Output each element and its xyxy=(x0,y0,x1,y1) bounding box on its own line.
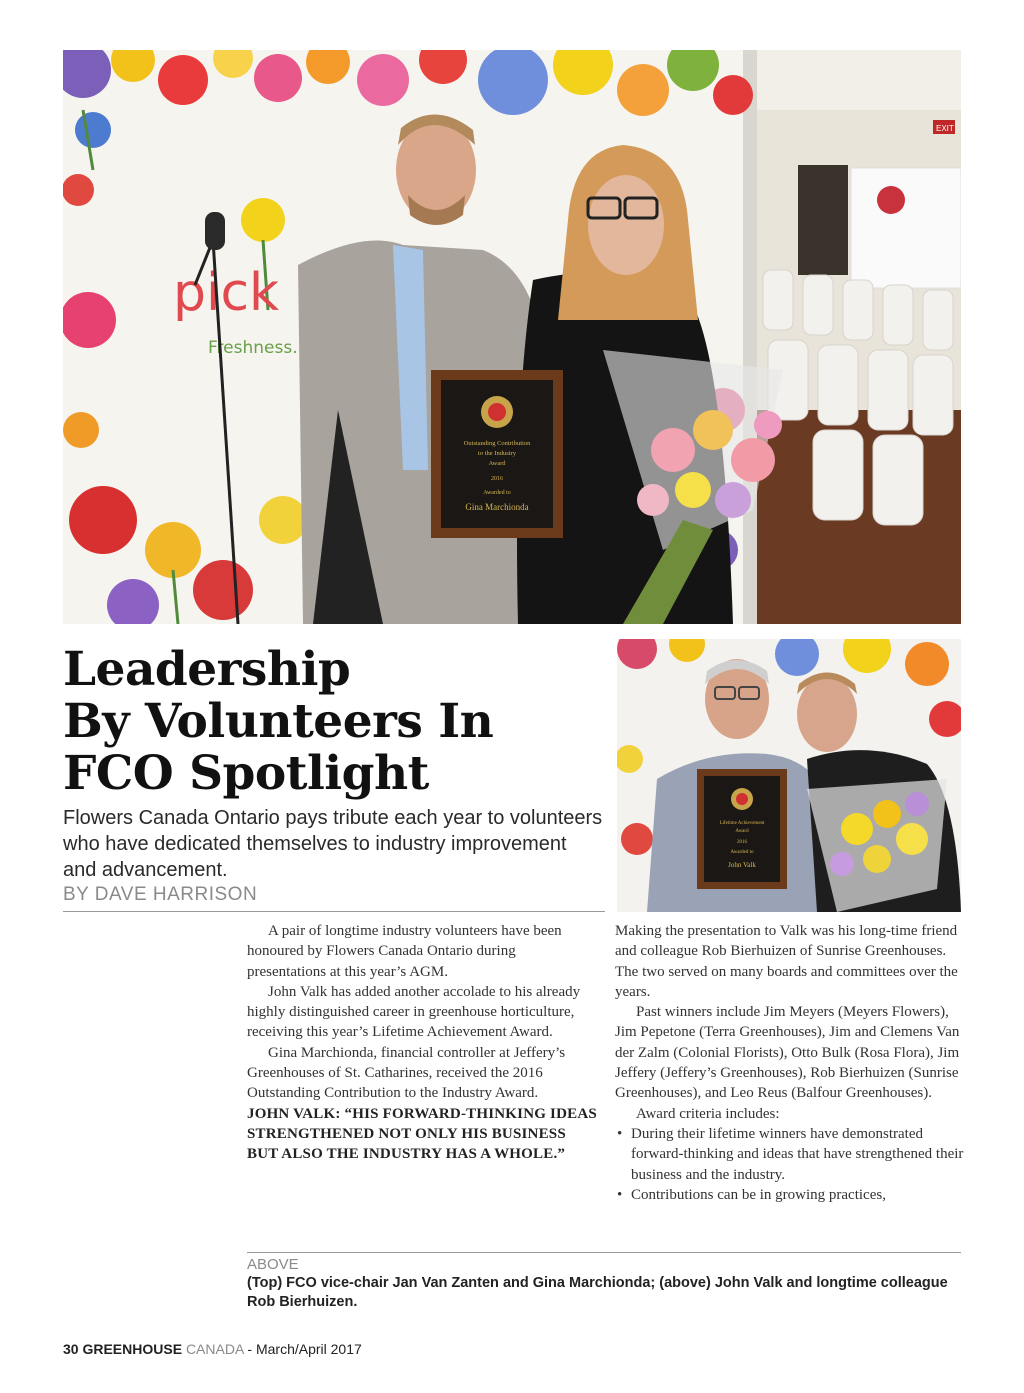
body-column-right xyxy=(615,921,965,1205)
svg-text:Award: Award xyxy=(735,829,749,834)
list-item: • During their lifetime winners have demonstrated forward-thinking and ideas that have strengthened their business and the industry. xyxy=(615,1124,965,1185)
issue-date: - March/April 2017 xyxy=(243,1341,362,1357)
svg-text:to the Industry: to the Industry xyxy=(478,450,516,457)
small-plaque-year: 2016 xyxy=(737,840,747,845)
top-photo xyxy=(63,50,961,624)
page-number: 30 xyxy=(63,1341,79,1357)
caption-text: (Top) FCO vice-chair Jan Van Zanten and Gina Marchionda; (above) John Valk and longtime colleague Rob Bierhuizen. xyxy=(247,1275,948,1310)
pull-quote: JOHN VALK: “HIS FORWARD-THINKING IDEAS STRENGTHENED NOT ONLY HIS BUSINESS BUT ALSO THE INDUSTRY HAS A WHOLE.” xyxy=(247,1105,597,1163)
criteria-list xyxy=(615,1124,965,1205)
list-item: • Contributions can be in growing practices, xyxy=(615,1185,965,1205)
backdrop-text: pick xyxy=(173,263,280,323)
plaque-name: Gina Marchionda xyxy=(465,502,529,512)
plaque-year: 2016 xyxy=(491,476,503,482)
page-footer xyxy=(63,1341,362,1357)
backdrop-tagline: Freshness. xyxy=(208,338,298,358)
byline: BY DAVE HARRISON xyxy=(63,884,258,905)
article-deck: Flowers Canada Ontario pays tribute each year to volunteers who have dedicated themselves to industry improvement and advancement. xyxy=(63,807,603,881)
svg-text:Outstanding Contribution: Outstanding Contribution xyxy=(463,440,531,447)
headline-line-3: FCO Spotlight xyxy=(63,746,429,801)
body-paragraph: Making the presentation to Valk was his long-time friend and colleague Rob Bierhuizen of Sunrise Greenhouses. The two served on many boards and committees over the years. xyxy=(615,923,958,1000)
divider-rule xyxy=(63,911,605,912)
article-headline xyxy=(63,644,603,800)
body-paragraph: Gina Marchionda, financial controller at Jeffery’s Greenhouses of St. Catharines, received the 2016 Outstanding Contribution to the Industry Award. xyxy=(247,1044,566,1102)
body-paragraph: Award criteria includes: xyxy=(636,1105,780,1122)
headline-line-2: By Volunteers In xyxy=(63,694,494,749)
body-paragraph: John Valk has added another accolade to his already highly distinguished career in greenhouse horticulture, receiving this year’s Lifetime Achievement Award. xyxy=(247,983,581,1041)
headline-line-1: Leadership xyxy=(63,642,351,697)
body-paragraph: Past winners include Jim Meyers (Meyers Flowers), Jim Pepetone (Terra Greenhouses), Jim and Clemens Van der Zalm (Colonial Florists), Otto Bulk (Rosa Flora), Jim Jeffery (Jeffery’s Greenhouses), Rob Bierhuizen (Sunrise Greenhouses), and Leo Reus (Balfour Greenhouses). xyxy=(615,1004,960,1102)
body-paragraph: A pair of longtime industry volunteers have been honoured by Flowers Canada Ontario during presentations at this year’s AGM. xyxy=(247,923,562,980)
plaque-awarded: Awarded to xyxy=(483,490,511,496)
caption-rule xyxy=(247,1252,961,1253)
small-photo xyxy=(617,639,961,912)
svg-text:Lifetime Achievement: Lifetime Achievement xyxy=(719,821,765,826)
caption-label: ABOVE xyxy=(247,1256,299,1273)
small-plaque-name: John Valk xyxy=(728,861,756,869)
publication-name-light: CANADA xyxy=(185,1341,244,1357)
svg-text:Award: Award xyxy=(488,460,506,467)
body-column-left xyxy=(247,921,597,1165)
publication-name: GREENHOUSE xyxy=(82,1341,183,1357)
exit-sign: EXIT xyxy=(936,124,954,133)
small-plaque-awarded: Awarded to xyxy=(730,850,754,855)
